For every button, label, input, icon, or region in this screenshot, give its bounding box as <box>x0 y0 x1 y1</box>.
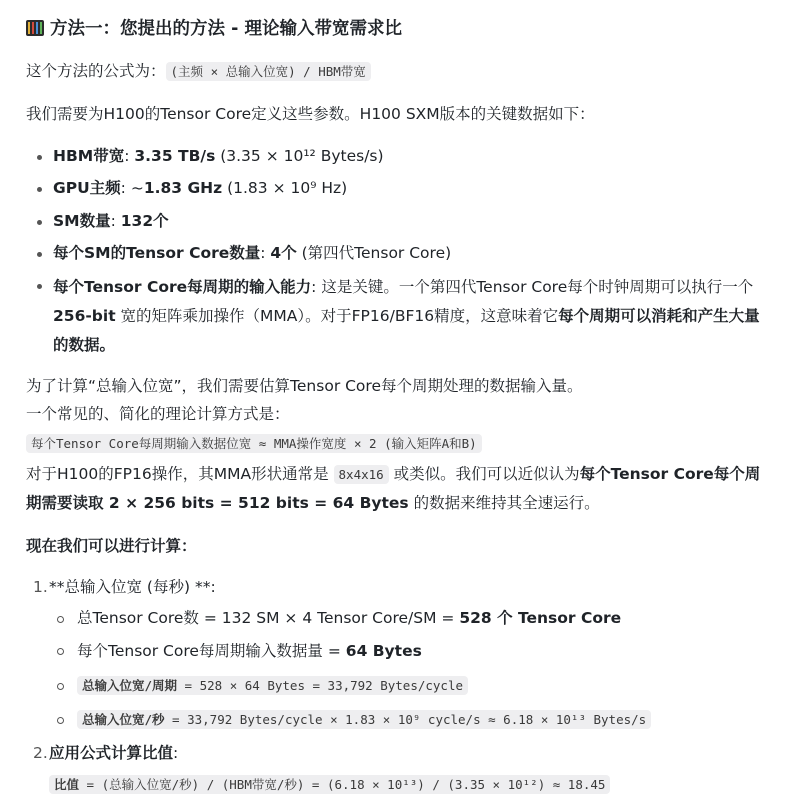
param-item-input-capacity: 每个Tensor Core每周期的输入能力: 这是关键。一个第四代Tensor Core每个时钟周期可以执行一个256-bit 宽的矩阵乘加操作（MMA）。对于FP16/BF16精度，这意味着它每个周期可以消耗和产生大量的数据。 <box>53 278 760 354</box>
sub-bullet-circle <box>57 616 64 623</box>
formula-line <box>26 59 371 84</box>
per-cycle-code: 总输入位宽/周期 = 528 × 64 Bytes = 33,792 Bytes/cycle <box>77 676 468 695</box>
formula-code: (主频 × 总输入位宽) / HBM带宽 <box>166 62 371 81</box>
final-ratio-code: 比值 = (总输入位宽/秒) / (HBM带宽/秒) = (6.18 × 10¹³) / (3.35 × 10¹²) ≈ 18.45 <box>49 775 610 794</box>
step-number: 1. <box>33 578 48 596</box>
step-2-text: 应用公式计算比值: <box>49 744 179 762</box>
bullet-dot <box>37 155 42 160</box>
final-ratio-code-line <box>49 772 610 797</box>
sub-bullet-circle <box>57 717 64 724</box>
abacus-icon <box>26 20 44 36</box>
params-intro: 我们需要为H100的Tensor Core定义这些参数。H100 SXM版本的关键数据如下： <box>26 105 595 123</box>
sub-bullet-circle <box>57 648 64 655</box>
per-cycle-code-line <box>77 673 468 698</box>
mma-shape-code: 8x4x16 <box>334 465 389 484</box>
step-1-text: **总输入位宽 (每秒) **: <box>49 578 216 596</box>
calc-code: 每个Tensor Core每周期输入数据位宽 ≈ MMA操作宽度 × 2 (输入矩阵A和B) <box>26 434 482 453</box>
step-number: 2. <box>33 744 48 762</box>
param-item-sm: SM数量: 132个 <box>53 212 169 230</box>
per-second-code: 总输入位宽/秒 = 33,792 Bytes/cycle × 1.83 × 10⁹ cycle/s ≈ 6.18 × 10¹³ Bytes/s <box>77 710 651 729</box>
bullet-dot <box>37 187 42 192</box>
calc-intro-2: 一个常见的、简化的理论计算方式是： <box>26 405 290 423</box>
calc-code-line <box>26 431 482 456</box>
per-core-input: 每个Tensor Core每周期输入数据量 = 64 Bytes <box>77 642 422 660</box>
param-item-hbm: HBM带宽: 3.35 TB/s (3.35 × 10¹² Bytes/s) <box>53 147 384 165</box>
param-item-tensor-cores: 每个SM的Tensor Core数量: 4个 (第四代Tensor Core) <box>53 244 452 262</box>
h100-note: 对于H100的FP16操作，其MMA形状通常是 8x4x16 或类似。我们可以近似认为每个Tensor Core每个周 期需要读取 2 × 256 bits = 512 bits = 64 Bytes 的数据来维持其全速运行。 <box>26 465 761 512</box>
bullet-dot <box>37 220 42 225</box>
per-second-code-line <box>77 707 651 732</box>
heading-text: 方法一：您提出的方法 - 理论输入带宽需求比 <box>50 19 402 39</box>
calc-intro-1: 为了计算“总输入位宽”，我们需要估算Tensor Core每个周期处理的数据输入量。 <box>26 377 583 395</box>
total-tensor-cores: 总Tensor Core数 = 132 SM × 4 Tensor Core/SM = 528 个 Tensor Core <box>77 609 622 627</box>
bullet-dot <box>37 252 42 257</box>
param-item-clock: GPU主频: ~1.83 GHz (1.83 × 10⁹ Hz) <box>53 179 348 197</box>
section-heading <box>26 15 402 43</box>
formula-intro-text: 这个方法的公式为： <box>26 62 166 80</box>
sub-bullet-circle <box>57 683 64 690</box>
bullet-dot <box>37 284 42 289</box>
now-calc-heading: 现在我们可以进行计算： <box>26 537 197 555</box>
